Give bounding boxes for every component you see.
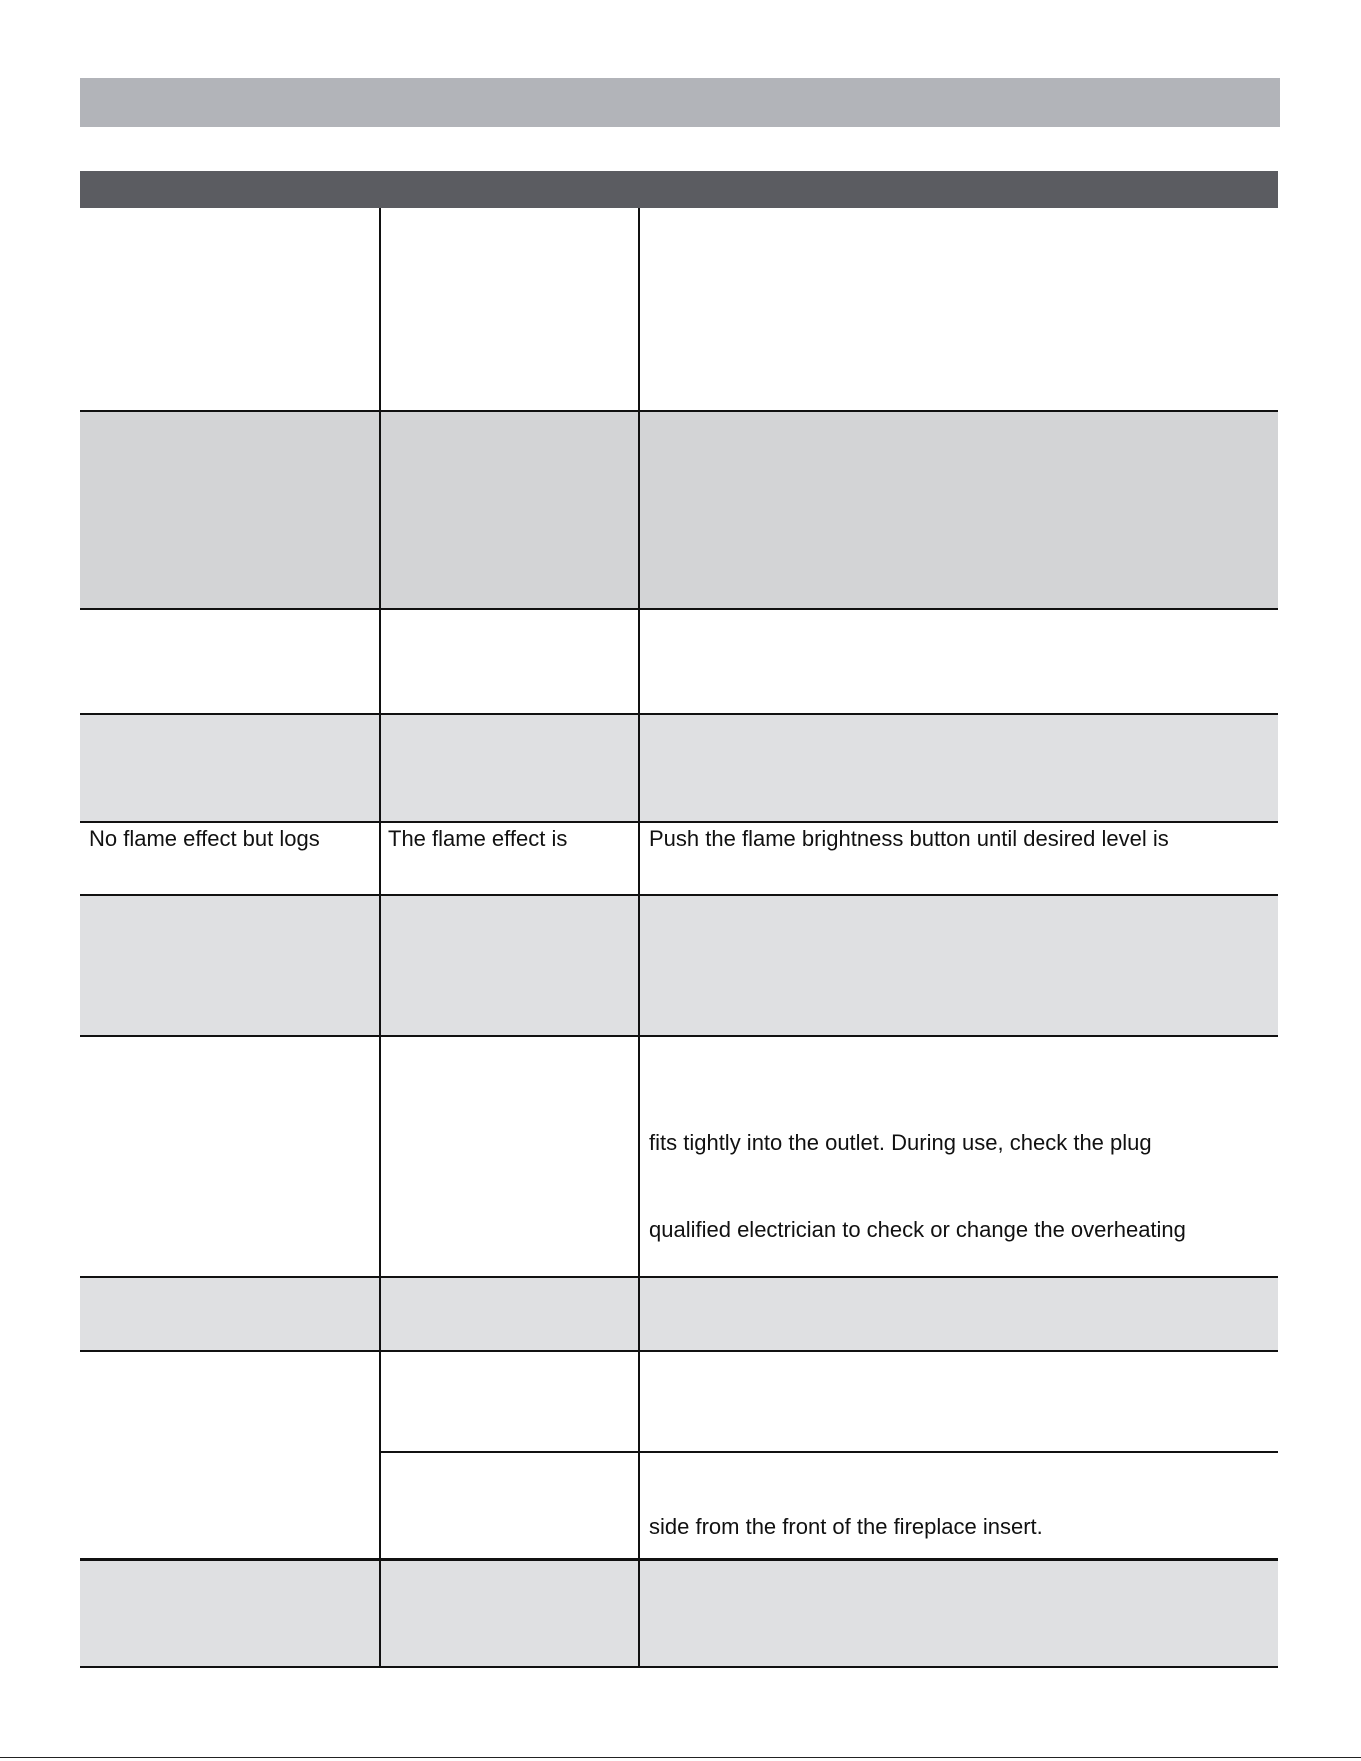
solution-cell: Push the flame brightness button until desired level is	[649, 826, 1169, 851]
row-divider	[80, 821, 1278, 823]
row-divider	[80, 1666, 1278, 1668]
cause-cell: The flame effect is	[388, 826, 568, 851]
row-divider	[80, 1035, 1278, 1037]
row-divider	[80, 1276, 1278, 1278]
page-footer-line	[0, 1757, 1361, 1758]
table-row	[80, 208, 1278, 411]
solution-cell: side from the front of the fireplace insert.	[649, 1514, 1043, 1539]
table-row	[80, 895, 1278, 1036]
troubleshooting-table	[80, 208, 1278, 1668]
row-divider	[80, 410, 1278, 412]
table-row	[80, 609, 1278, 714]
row-divider	[380, 1451, 1278, 1453]
row-divider	[80, 1350, 1278, 1352]
row-divider	[80, 1558, 1278, 1561]
table-header	[80, 171, 1278, 208]
row-divider	[80, 894, 1278, 896]
table-row	[80, 1560, 1278, 1668]
column-divider	[379, 208, 381, 1668]
page-title-bar	[80, 78, 1280, 127]
problem-cell: No flame effect but logs	[89, 826, 320, 851]
row-divider	[80, 713, 1278, 715]
table-row	[80, 1277, 1278, 1351]
solution-cell: qualified electrician to check or change the overheating	[649, 1217, 1186, 1242]
column-divider	[638, 208, 640, 1668]
table-row	[80, 714, 1278, 822]
row-divider	[80, 608, 1278, 610]
table-row	[80, 411, 1278, 609]
solution-cell: fits tightly into the outlet. During use, check the plug	[649, 1130, 1152, 1155]
